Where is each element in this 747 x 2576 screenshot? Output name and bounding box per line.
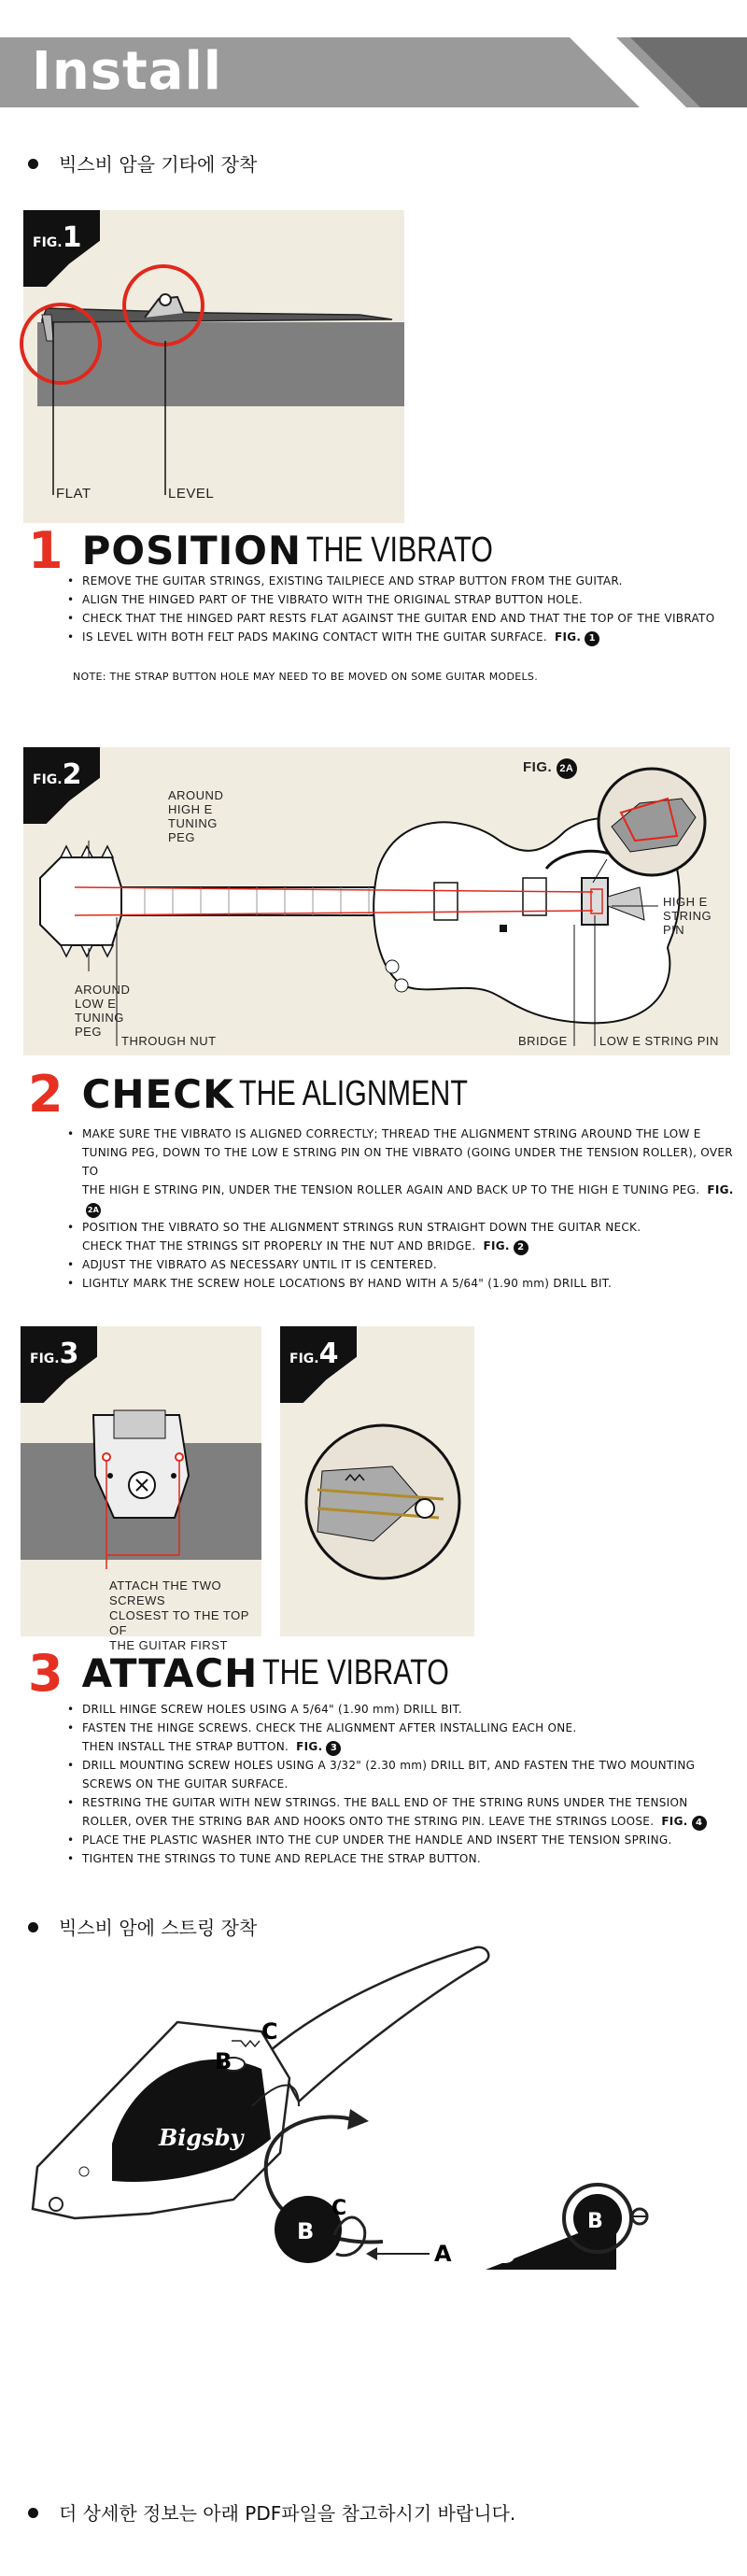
fig3-caption: ATTACH THE TWO SCREWS CLOSEST TO THE TOP OF THE GUITAR FIRST (109, 1578, 249, 1652)
bullet-mount-strings (28, 1913, 257, 1940)
section-number: 3 (28, 1644, 63, 1703)
step: • RESTRING THE GUITAR WITH NEW STRINGS. THE BALL END OF THE STRING RUNS UNDER THE TENSION ROLLER, OVER THE STRING BAR AND HOOKS ONTO THE STRING PIN. LEAVE THE STRINGS LOOSE. FIG. 4 (65, 1793, 707, 1831)
bigsby-label-b: B (215, 2048, 233, 2074)
section-word2: THE ALIGNMENT (238, 1074, 468, 1113)
bullet-dot (28, 159, 38, 169)
bigsby-logo: Bigsby (159, 2124, 244, 2151)
section-word1: POSITION (81, 528, 303, 573)
fig3-tag: FIG.3 (30, 1338, 79, 1370)
step: • CHECK THAT THE HINGED PART RESTS FLAT AGAINST THE GUITAR END AND THAT THE TOP OF THE VIBRATO (65, 609, 714, 628)
fig2a-tag: FIG. 2A (523, 758, 577, 779)
bullet-text: 빅스비 암에 스트링 장착 (59, 1917, 258, 1939)
fig-ref: FIG. 4 (661, 1815, 706, 1828)
bullet-dot (28, 2508, 38, 2518)
diagram-d-label: D (495, 2239, 517, 2270)
bullet-text: 더 상세한 정보는 아래 PDF파일을 참고하시기 바랍니다. (59, 2502, 516, 2525)
label-level: LEVEL (168, 486, 215, 502)
step: • REMOVE THE GUITAR STRINGS, EXISTING TAILPIECE AND STRAP BUTTON FROM THE GUITAR. (65, 572, 714, 590)
label-bridge: BRIDGE (518, 1034, 568, 1048)
section-word1: ATTACH (81, 1650, 259, 1696)
section-word2: THE VIBRATO (262, 1653, 450, 1692)
step: • PLACE THE PLASTIC WASHER INTO THE CUP UNDER THE HANDLE AND INSERT THE TENSION SPRING. (65, 1831, 707, 1849)
bullet-mount-on-guitar (28, 149, 257, 177)
fig2-tag: FIG.2 (33, 758, 82, 791)
section-word2: THE VIBRATO (306, 531, 494, 570)
label-around-low-e: AROUND LOW E TUNING PEG (75, 983, 131, 1039)
section-number: 2 (28, 1065, 63, 1124)
step: • ADJUST THE VIBRATO AS NECESSARY UNTIL IT IS CENTERED. (65, 1255, 747, 1274)
section-number: 1 (28, 521, 63, 580)
step: • ALIGN THE HINGED PART OF THE VIBRATO WITH THE ORIGINAL STRAP BUTTON HOLE. (65, 590, 714, 609)
diagram-b-label-1: B (297, 2218, 315, 2244)
fig-ref: FIG. 1 (555, 630, 599, 644)
fig4-tag: FIG.4 (289, 1338, 339, 1370)
bigsby-string-diagram (19, 1938, 728, 2330)
bullet-dot (28, 1922, 38, 1932)
diagram-a-label: A (434, 2241, 452, 2267)
section-3-heading (28, 1644, 496, 1703)
section-2-heading (28, 1065, 525, 1124)
fig4-illustration (280, 1326, 474, 1636)
step: • IS LEVEL WITH BOTH FELT PADS MAKING CONTACT WITH THE GUITAR SURFACE. FIG. 1 (65, 628, 714, 646)
bigsby-label-c: C (261, 2018, 278, 2045)
step: • POSITION THE VIBRATO SO THE ALIGNMENT STRINGS RUN STRAIGHT DOWN THE GUITAR NECK. CHECK THAT THE STRINGS SIT PROPERLY IN THE NUT AND BRIDGE. FIG. 2 (65, 1218, 747, 1255)
section-2-steps (65, 1125, 747, 1293)
step: • FASTEN THE HINGE SCREWS. CHECK THE ALIGNMENT AFTER INSTALLING EACH ONE. THEN INSTALL THE STRAP BUTTON. FIG. 3 (65, 1719, 707, 1756)
section-word1: CHECK (81, 1071, 234, 1117)
label-flat: FLAT (56, 486, 92, 502)
bullet-text: 빅스비 암을 기타에 장착 (59, 153, 258, 176)
label-low-e-string-pin: LOW E STRING PIN (599, 1034, 719, 1048)
figure-4 (280, 1326, 474, 1636)
page-header (0, 0, 747, 107)
fig-ref: FIG.2A (82, 1183, 734, 1215)
fig1-tag: FIG.1 (33, 221, 82, 254)
figure-2 (23, 747, 730, 1055)
diagram-b-label-2: B (587, 2210, 603, 2233)
step: • MAKE SURE THE VIBRATO IS ALIGNED CORRECTLY; THREAD THE ALIGNMENT STRING AROUND THE LOW E TUNING PEG, DOWN TO THE LOW E STRING PIN ON THE VIBRATO (GOING UNDER THE TENSION ROLLER), OVER TO THE HIGH E STRING PIN, UNDER THE TENSION ROLLER AGAIN AND BACK UP TO THE HIGH E TUNING PEG. FIG.2A (65, 1125, 747, 1218)
step: • DRILL MOUNTING SCREW HOLES USING A 3/32" (2.30 mm) DRILL BIT, AND FASTEN THE TWO MOUNTING SCREWS ON THE GUITAR SURFACE. (65, 1756, 707, 1793)
section-1-steps (65, 572, 714, 646)
label-around-high-e: AROUND HIGH E TUNING PEG (168, 788, 224, 844)
figure-3 (21, 1326, 261, 1652)
label-through-nut: THROUGH NUT (121, 1034, 217, 1048)
diagram-c-label: C (331, 2197, 347, 2220)
fig1-illustration (23, 210, 404, 523)
section-3-steps (65, 1700, 707, 1868)
page-title: Install (32, 41, 222, 102)
step: • LIGHTLY MARK THE SCREW HOLE LOCATIONS BY HAND WITH A 5/64" (1.90 mm) DRILL BIT. (65, 1274, 747, 1293)
label-high-e-string-pin: HIGH E STRING PIN (663, 895, 712, 937)
step: • TIGHTEN THE STRINGS TO TUNE AND REPLACE THE STRAP BUTTON. (65, 1849, 707, 1868)
figure-1 (23, 210, 404, 523)
bullet-more-info (28, 2498, 515, 2526)
fig-ref: FIG. 3 (296, 1740, 341, 1753)
fig-ref: FIG. 2 (484, 1239, 529, 1253)
step: • DRILL HINGE SCREW HOLES USING A 5/64" (1.90 mm) DRILL BIT. (65, 1700, 707, 1719)
header-stripe-decoration (560, 37, 747, 107)
section-1-note: NOTE: THE STRAP BUTTON HOLE MAY NEED TO BE MOVED ON SOME GUITAR MODELS. (73, 671, 539, 683)
